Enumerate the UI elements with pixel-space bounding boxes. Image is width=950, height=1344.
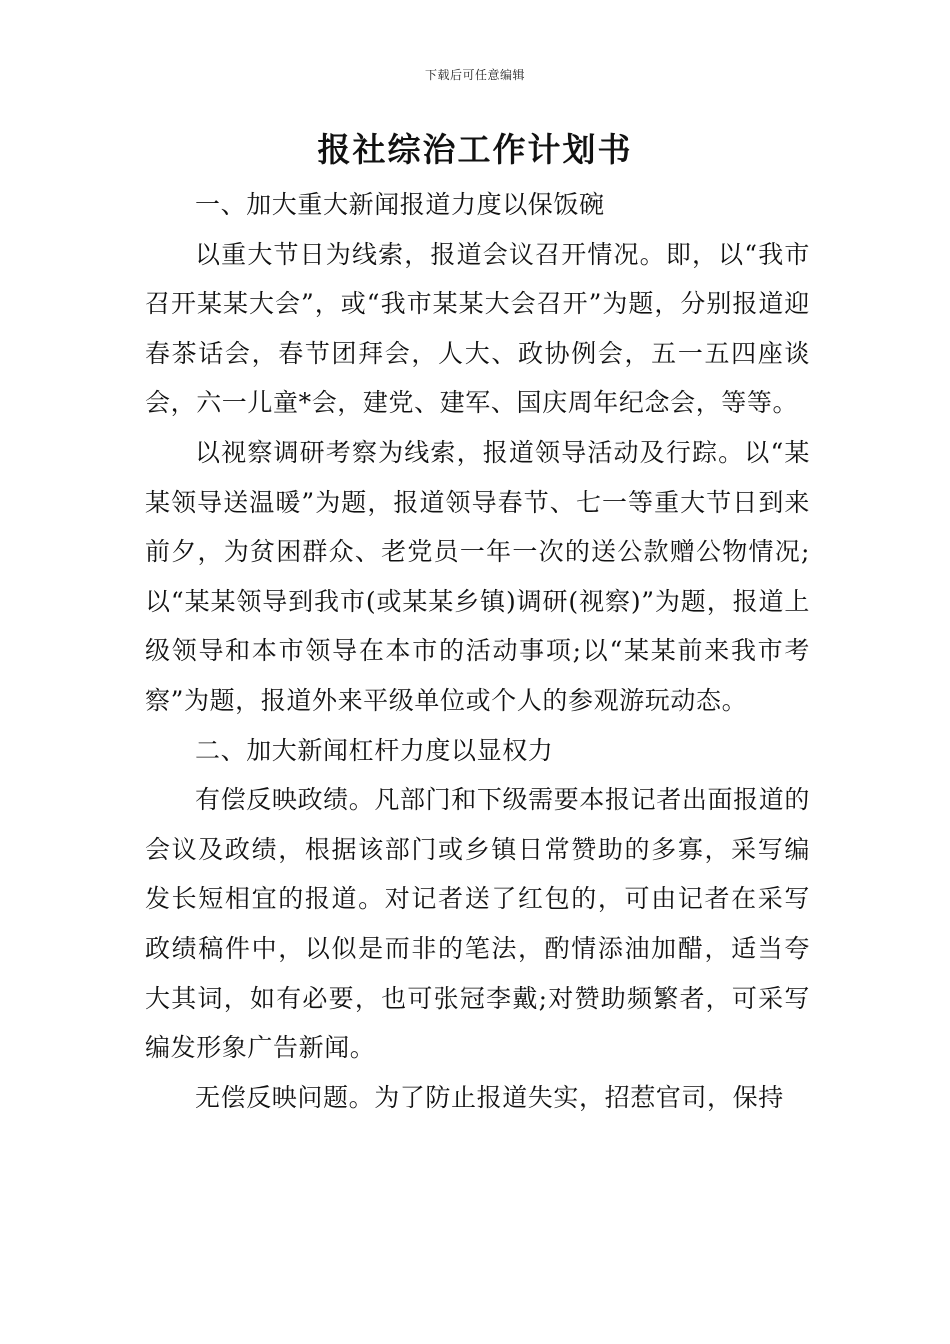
document-title: 报社综治工作计划书: [317, 130, 633, 169]
section-heading-2: 二、加大新闻杠杆力度以显权力: [195, 735, 554, 765]
paragraph: 无偿反映问题。为了防止报道失实，招惹官司，保持: [195, 1082, 784, 1112]
document-body: [145, 180, 810, 1122]
section-heading-1: 一、加大重大新闻报道力度以保饭碗: [195, 190, 605, 219]
paragraph: 有偿反映政绩。凡部门和下级需要本报记者出面报道的会议及政绩，根据该部门或乡镇日常赞助的多寡，采写编发长短相宜的报道。对记者送了红包的，可由记者在采写政绩稿件中，以似是而非的笔法，酌情添油加醋，适当夸大其词，如有必要，也可张冠李戴;对赞助频繁者，可采写编发形象广告新闻。: [145, 785, 810, 1063]
paragraph: 以视察调研考察为线索，报道领导活动及行踪。以“某某领导送温暖”为题，报道领导春节、七一等重大节日到来前夕，为贫困群众、老党员一年一次的送公款赠公物情况;以“某某领导到我市(或某某乡镇)调研(视察)”为题，报道上级领导和本市领导在本市的活动事项;以“某某前来我市考察”为题，报道外来平级单位或个人的参观游玩动态。: [145, 437, 810, 715]
paragraph: 以重大节日为线索，报道会议召开情况。即，以“我市召开某某大会”，或“我市某某大会召开”为题，分别报道迎春茶话会，春节团拜会，人大、政协例会，五一五四座谈会，六一儿童*会，建党、建军、国庆周年纪念会，等等。: [145, 239, 810, 418]
header-note: 下载后可任意编辑: [424, 68, 525, 82]
